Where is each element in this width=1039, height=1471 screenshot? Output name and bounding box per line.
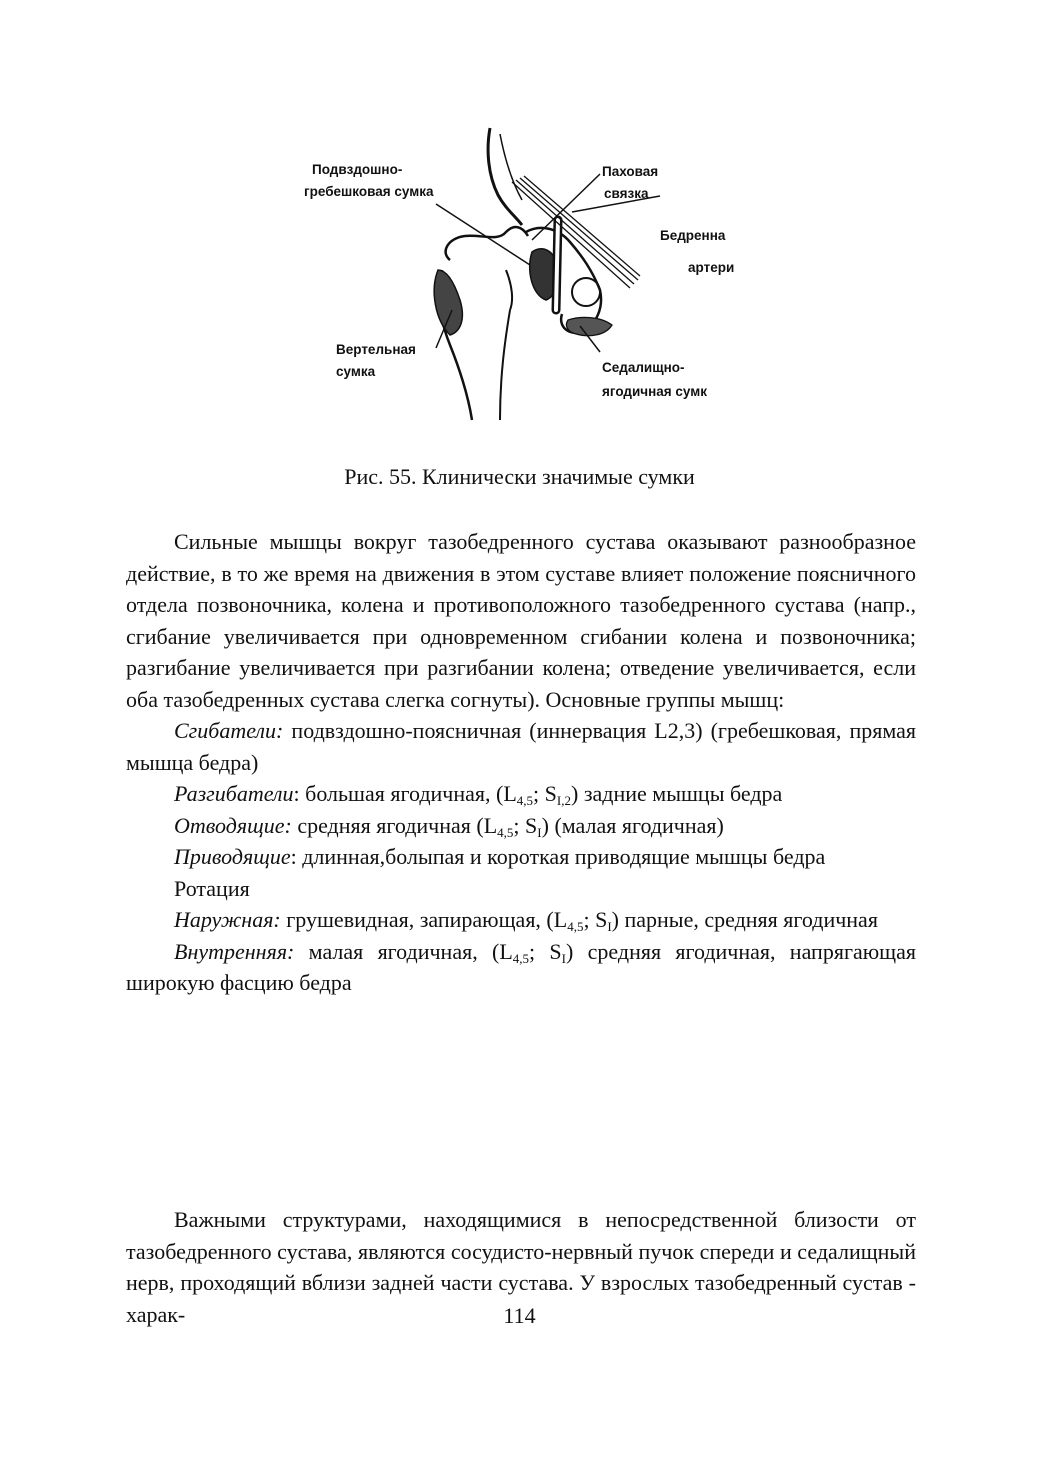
external-post: ) парные, средняя ягодичная — [611, 907, 878, 932]
term-internal: Внутренняя: — [174, 938, 295, 964]
term-flexors: Сгибатели: — [174, 718, 284, 743]
rotation-heading: Ротация — [174, 875, 250, 901]
internal-pre: малая ягодичная, (L — [294, 938, 513, 964]
external-pre: грушевидная, запирающая, (L — [280, 907, 568, 932]
label-inguinal-1: Паховая — [602, 164, 659, 179]
abductors-sub1: 4,5 — [497, 824, 514, 840]
extensors-post: ) задние мышцы бедра — [571, 781, 783, 806]
extensors-pre: : большая ягодичная, (L — [293, 781, 517, 806]
adductors-text: : длинная,болыпая и короткая приводящие мышцы бедра — [290, 844, 826, 869]
label-ischiogluteal-2: ягодичная сумк — [602, 384, 707, 399]
internal-sub1: 4,5 — [512, 950, 530, 966]
internal-post: ) средняя ягодичная, напрягающая широкую фасцию бедра — [126, 938, 916, 995]
muscle-group-adductors — [126, 841, 916, 873]
muscle-group-extensors — [126, 778, 916, 810]
abductors-sub2: I — [537, 824, 542, 840]
internal-mid: ; S — [529, 938, 562, 964]
label-femoral-1: Бедренна — [660, 228, 726, 243]
muscle-group-internal-rotation — [126, 936, 916, 999]
label-inguinal-2: связка — [604, 186, 649, 201]
figure-caption: Рис. 55. Клинически значимые сумки — [344, 464, 695, 489]
extensors-mid: ; S — [533, 781, 557, 806]
abductors-post: ) (малая ягодичная) — [541, 812, 724, 838]
label-trochanteric-1: Вертельная — [336, 342, 416, 357]
term-adductors: Приводящие — [174, 844, 291, 869]
external-sub1: 4,5 — [567, 919, 584, 934]
label-iliopectineal-1: Подвздошно- — [312, 162, 403, 177]
label-ischiogluteal-1: Седалищно- — [602, 360, 685, 375]
internal-sub2: I — [561, 950, 567, 966]
abductors-pre: средняя ягодичная (L — [291, 812, 498, 838]
label-femoral-2: артери — [688, 260, 735, 275]
term-extensors: Разгибатели — [174, 781, 294, 806]
hip-bursae-figure — [300, 120, 760, 440]
external-mid: ; S — [583, 907, 608, 932]
paragraph-structures: Важными структурами, находящимися в непосредственной близости от тазобедренного сустава, являются сосудисто-нервный пучок спереди и седалищный нерв, проходящий вблизи задней части сустава. У взрослых тазобедренный сустав - харак- — [126, 1207, 916, 1327]
page-number: 114 — [503, 1303, 536, 1328]
external-sub2: I — [607, 919, 612, 934]
hip-joint-diagram — [300, 120, 760, 440]
paragraph-intro: Сильные мышцы вокруг тазобедренного сустава оказывают разнообразное действие, в то же время на движения в этом суставе влияет положение поясничного отдела позвоночника, колена и противоположного тазобедренного сустава (напр., сгибание увеличивается при одновременном сгибании колена и позвоночника; разгибание увеличивается при разгибании колена; отведение увеличивается, если оба тазобедренных сустава слегка согнуты). Основные группы мышц: — [126, 529, 916, 712]
main-text — [126, 526, 916, 999]
extensors-sub2: I,2 — [556, 793, 571, 808]
label-iliopectineal-2: гребешковая сумка — [304, 184, 434, 199]
term-external: Наружная: — [174, 907, 281, 932]
muscle-group-external-rotation — [126, 904, 916, 936]
label-trochanteric-2: сумка — [336, 364, 376, 379]
term-abductors: Отводящие: — [174, 812, 292, 838]
abductors-mid: ; S — [513, 812, 538, 838]
muscle-group-abductors — [126, 810, 916, 842]
muscle-group-flexors — [126, 715, 916, 778]
flexors-text: подвздошно-поясничная (иннервация L2,3) (гребешковая, прямая мышца бедра) — [126, 718, 916, 775]
extensors-sub1: 4,5 — [516, 793, 534, 808]
